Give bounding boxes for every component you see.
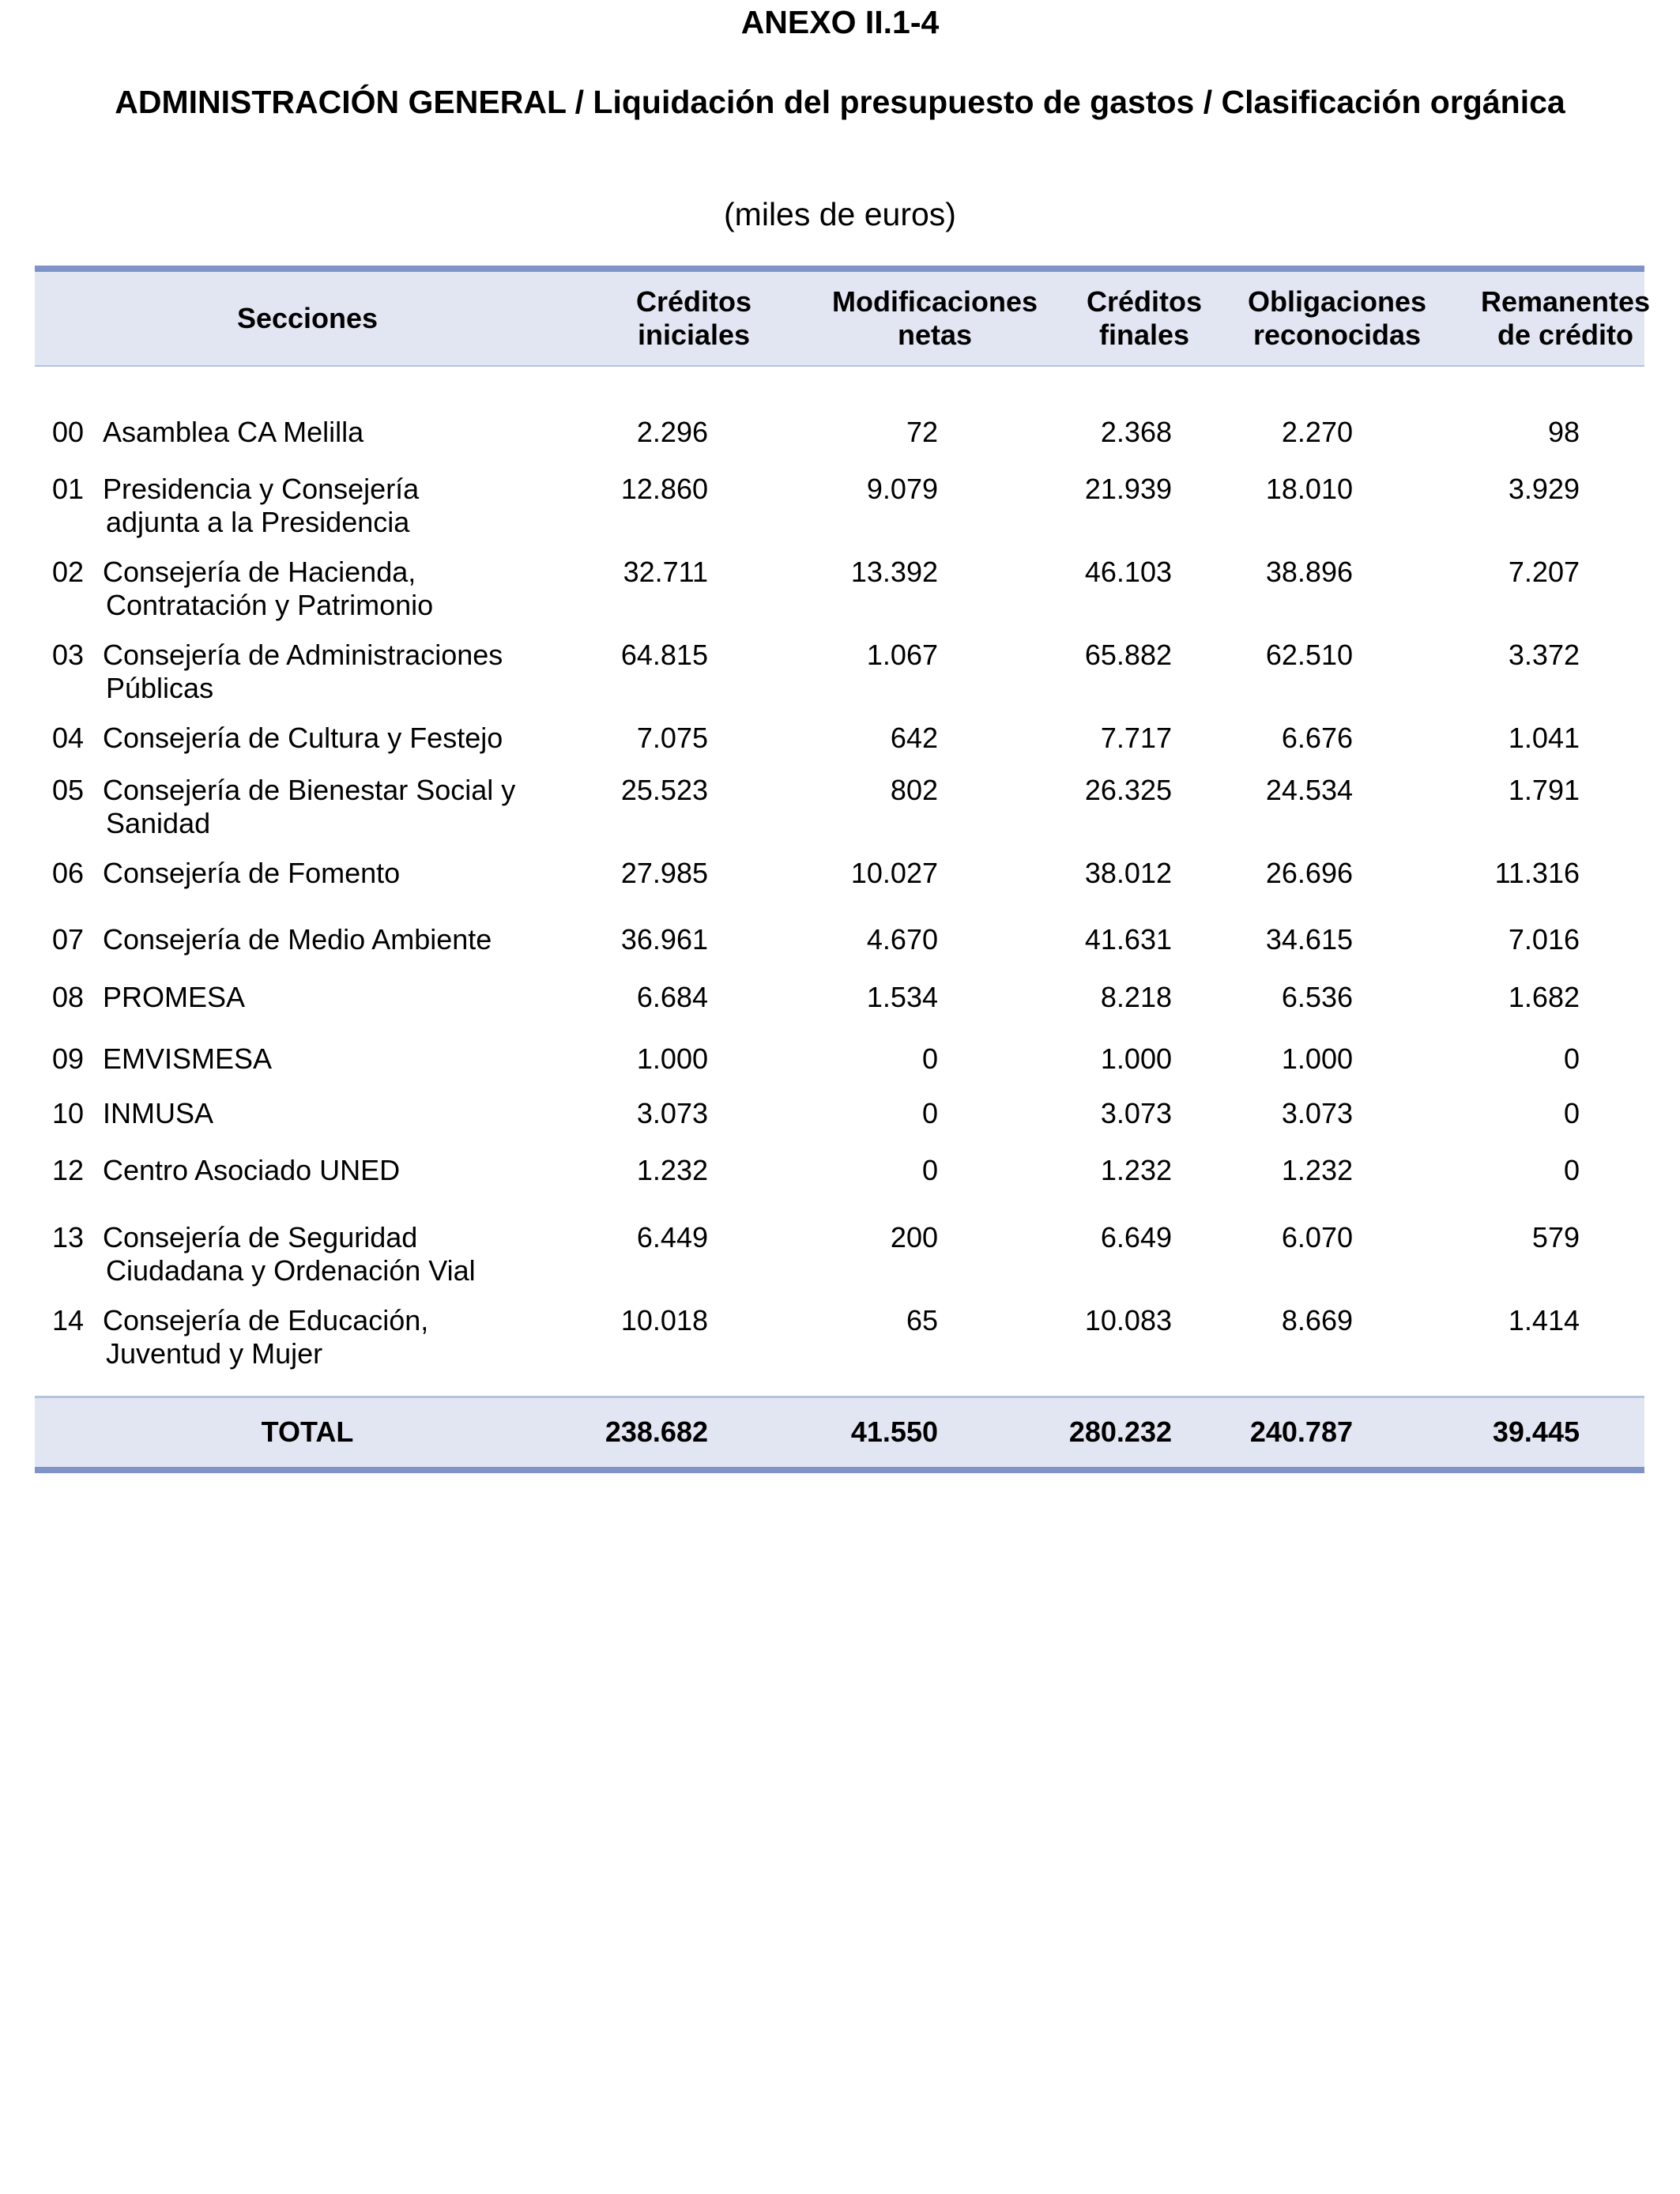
section-name-line: Sanidad [106, 807, 211, 839]
value-remanentes: 1.682 [1508, 981, 1580, 1013]
value-modificaciones-netas: 642 [890, 722, 938, 754]
section-name-line: Juventud y Mujer [106, 1337, 323, 1370]
value-modificaciones-netas: 13.392 [850, 556, 938, 588]
value-remanentes: 1.791 [1508, 774, 1580, 806]
value-modificaciones-netas: 4.670 [866, 923, 938, 956]
value-obligaciones-reconocidas: 1.232 [1281, 1154, 1353, 1186]
header-modificaciones-netas: Modificaciones netas [831, 285, 1038, 351]
value-obligaciones-reconocidas: 24.534 [1265, 774, 1353, 806]
value-creditos-finales: 65.882 [1084, 639, 1172, 671]
section-code: 09 [52, 1042, 85, 1075]
value-modificaciones-netas: 802 [890, 774, 938, 806]
section-name-line: Consejería de Educación, [103, 1304, 429, 1336]
value-remanentes: 98 [1547, 416, 1580, 448]
section-code: 03 [52, 639, 85, 671]
value-creditos-finales: 41.631 [1084, 923, 1172, 956]
section-name-line: Públicas [106, 672, 214, 704]
value-remanentes: 3.372 [1508, 639, 1580, 671]
total-row [35, 1396, 1644, 1473]
value-modificaciones-netas: 65 [906, 1304, 938, 1336]
value-creditos-finales: 46.103 [1084, 556, 1172, 588]
value-obligaciones-reconocidas: 1.000 [1281, 1042, 1353, 1075]
value-modificaciones-netas: 200 [890, 1221, 938, 1253]
units-note: (miles de euros) [724, 196, 956, 232]
total-remanentes: 39.445 [1492, 1416, 1580, 1448]
value-obligaciones-reconocidas: 18.010 [1265, 473, 1353, 505]
value-creditos-iniciales: 36.961 [620, 923, 708, 956]
section-code: 06 [52, 857, 85, 889]
value-creditos-iniciales: 64.815 [620, 639, 708, 671]
section-name-line: Centro Asociado UNED [103, 1154, 401, 1186]
value-obligaciones-reconocidas: 62.510 [1265, 639, 1353, 671]
section-code: 05 [52, 774, 85, 806]
section-name-line: Consejería de Bienestar Social y [103, 774, 516, 806]
value-remanentes: 3.929 [1508, 473, 1580, 505]
section-name-line: Consejería de Medio Ambiente [103, 923, 492, 956]
section-code: 08 [52, 981, 85, 1013]
value-creditos-finales: 38.012 [1084, 857, 1172, 889]
section-name-line: Consejería de Administraciones [103, 639, 503, 671]
section-code: 00 [52, 416, 85, 448]
section-name-line: INMUSA [103, 1097, 214, 1129]
value-obligaciones-reconocidas: 34.615 [1265, 923, 1353, 956]
value-obligaciones-reconocidas: 6.676 [1281, 722, 1353, 754]
total-label: TOTAL [261, 1416, 354, 1448]
section-code: 10 [52, 1097, 85, 1129]
value-obligaciones-reconocidas: 6.070 [1281, 1221, 1353, 1253]
total-obligaciones-reconocidas: 240.787 [1249, 1416, 1353, 1448]
value-creditos-iniciales: 25.523 [620, 774, 708, 806]
value-creditos-iniciales: 3.073 [636, 1097, 708, 1129]
value-modificaciones-netas: 0 [921, 1154, 938, 1186]
header-remanentes: Remanentes de crédito [1480, 285, 1651, 351]
section-name-line: Consejería de Seguridad [103, 1221, 418, 1253]
header-creditos-iniciales: Créditos iniciales [635, 285, 752, 351]
annex-title: ANEXO II.1-4 [740, 4, 940, 40]
value-creditos-finales: 21.939 [1084, 473, 1172, 505]
value-obligaciones-reconocidas: 38.896 [1265, 556, 1353, 588]
value-modificaciones-netas: 72 [906, 416, 938, 448]
header-obligaciones-reconocidas: Obligaciones reconocidas [1247, 285, 1427, 351]
value-creditos-iniciales: 12.860 [620, 473, 708, 505]
section-code: 02 [52, 556, 85, 588]
section-name-line: Asamblea CA Melilla [103, 416, 364, 448]
section-name-line: adjunta a la Presidencia [106, 506, 410, 538]
section-name-line: EMVISMESA [103, 1042, 273, 1075]
value-creditos-iniciales: 6.684 [636, 981, 708, 1013]
value-creditos-iniciales: 1.000 [636, 1042, 708, 1075]
value-obligaciones-reconocidas: 26.696 [1265, 857, 1353, 889]
value-creditos-iniciales: 7.075 [636, 722, 708, 754]
section-code: 14 [52, 1304, 85, 1336]
value-remanentes: 1.041 [1508, 722, 1580, 754]
value-obligaciones-reconocidas: 8.669 [1281, 1304, 1353, 1336]
value-remanentes: 1.414 [1508, 1304, 1580, 1336]
value-creditos-finales: 1.000 [1100, 1042, 1172, 1075]
value-modificaciones-netas: 9.079 [866, 473, 938, 505]
value-modificaciones-netas: 0 [921, 1097, 938, 1129]
section-code: 07 [52, 923, 85, 956]
section-name-line: Presidencia y Consejería [103, 473, 420, 505]
value-obligaciones-reconocidas: 6.536 [1281, 981, 1353, 1013]
value-creditos-iniciales: 2.296 [636, 416, 708, 448]
value-modificaciones-netas: 10.027 [850, 857, 938, 889]
value-creditos-iniciales: 32.711 [623, 556, 708, 588]
value-remanentes: 0 [1563, 1154, 1580, 1186]
value-creditos-finales: 3.073 [1100, 1097, 1172, 1129]
header-secciones: Secciones [236, 302, 379, 334]
section-name-line: Ciudadana y Ordenación Vial [106, 1254, 476, 1287]
total-creditos-finales: 280.232 [1068, 1416, 1172, 1448]
value-creditos-finales: 1.232 [1100, 1154, 1172, 1186]
report-heading: ADMINISTRACIÓN GENERAL / Liquidación del presupuesto de gastos / Clasificación orgánica [115, 84, 1565, 120]
section-name-line: Contratación y Patrimonio [106, 589, 434, 621]
value-remanentes: 0 [1563, 1097, 1580, 1129]
value-obligaciones-reconocidas: 2.270 [1281, 416, 1353, 448]
section-code: 04 [52, 722, 85, 754]
section-name-line: Consejería de Hacienda, [103, 556, 416, 588]
value-obligaciones-reconocidas: 3.073 [1281, 1097, 1353, 1129]
section-name-line: Consejería de Fomento [103, 857, 401, 889]
value-creditos-finales: 6.649 [1100, 1221, 1172, 1253]
value-remanentes: 11.316 [1494, 857, 1580, 889]
value-modificaciones-netas: 0 [921, 1042, 938, 1075]
value-remanentes: 0 [1563, 1042, 1580, 1075]
value-modificaciones-netas: 1.534 [866, 981, 938, 1013]
section-code: 12 [52, 1154, 85, 1186]
section-name-line: Consejería de Cultura y Festejo [103, 722, 503, 754]
value-creditos-finales: 26.325 [1084, 774, 1172, 806]
header-creditos-finales: Créditos finales [1086, 285, 1203, 351]
table-header [35, 266, 1651, 367]
section-code: 01 [52, 473, 85, 505]
value-remanentes: 579 [1531, 1221, 1580, 1253]
value-creditos-iniciales: 27.985 [620, 857, 708, 889]
total-modificaciones-netas: 41.550 [850, 1416, 938, 1448]
value-creditos-iniciales: 1.232 [636, 1154, 708, 1186]
value-modificaciones-netas: 1.067 [866, 639, 938, 671]
value-creditos-finales: 7.717 [1100, 722, 1172, 754]
value-creditos-iniciales: 6.449 [636, 1221, 708, 1253]
total-creditos-iniciales: 238.682 [605, 1416, 708, 1448]
section-code: 13 [52, 1221, 85, 1253]
budget-table [35, 266, 1651, 1448]
value-remanentes: 7.016 [1508, 923, 1580, 956]
value-creditos-iniciales: 10.018 [620, 1304, 708, 1336]
value-remanentes: 7.207 [1508, 556, 1580, 588]
value-creditos-finales: 10.083 [1084, 1304, 1172, 1336]
section-name-line: PROMESA [103, 981, 246, 1013]
value-creditos-finales: 2.368 [1100, 416, 1172, 448]
value-creditos-finales: 8.218 [1100, 981, 1172, 1013]
